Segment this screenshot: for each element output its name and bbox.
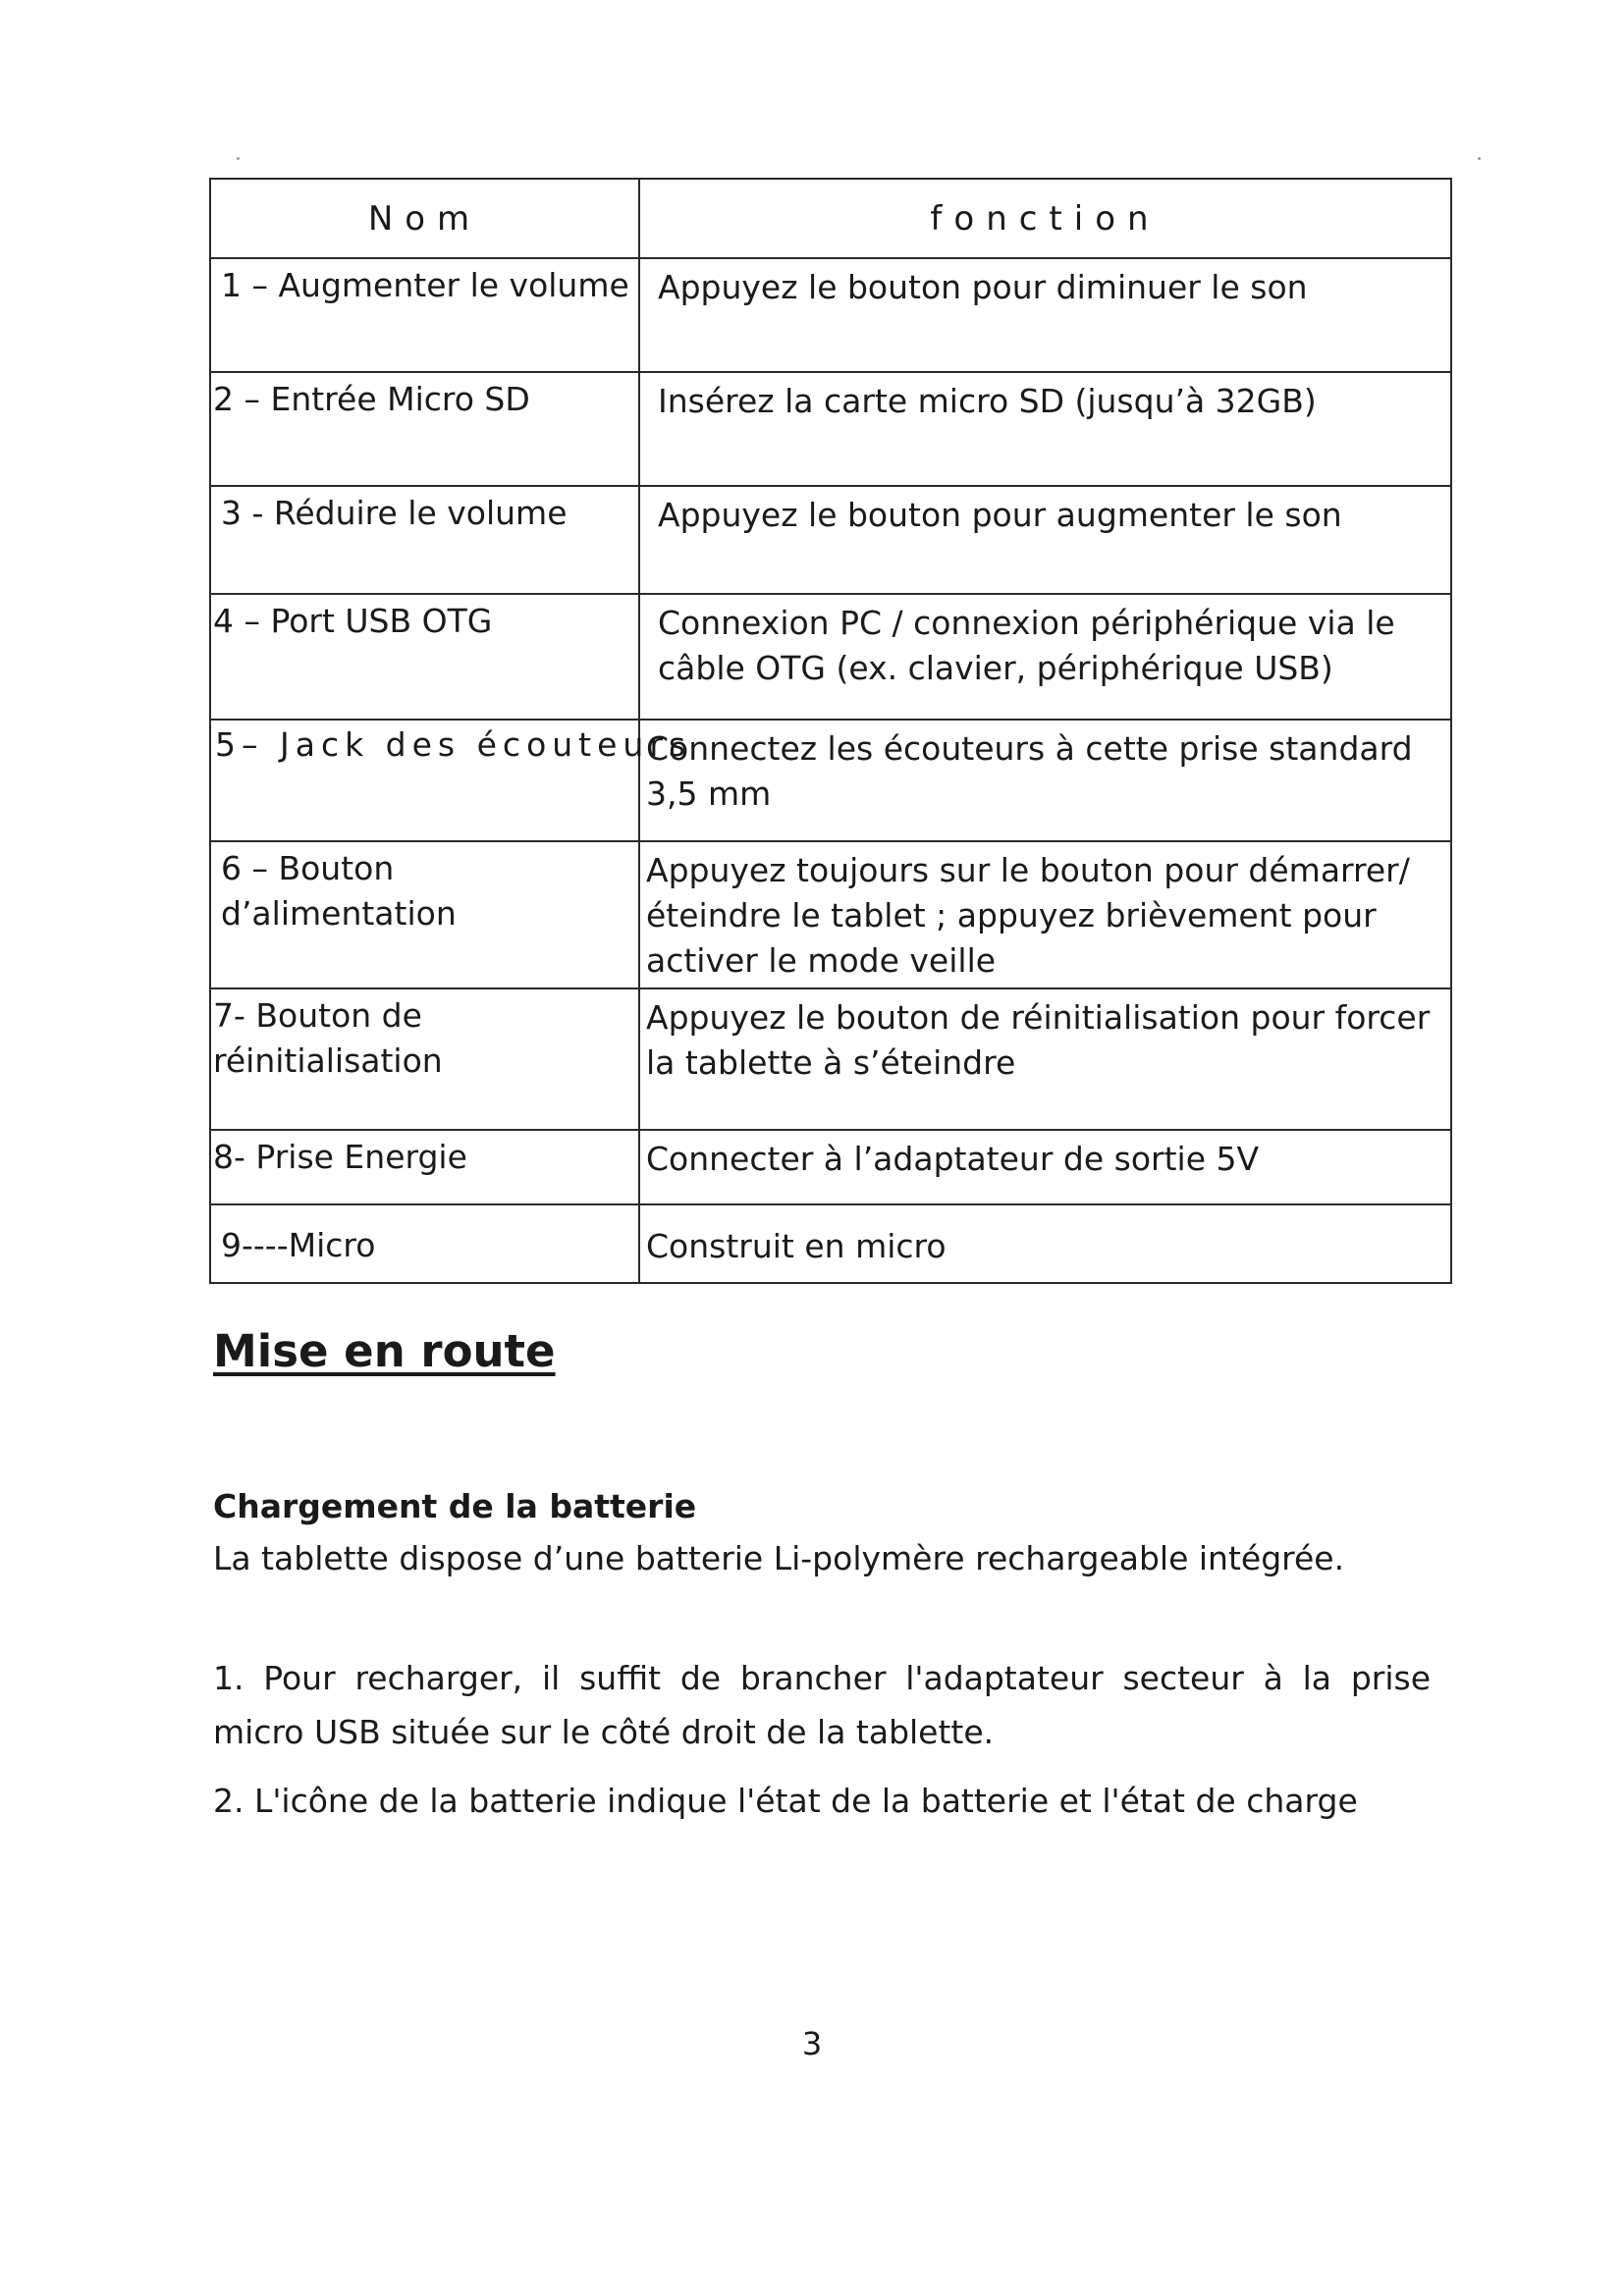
scan-speck xyxy=(237,157,240,160)
scan-speck xyxy=(1478,157,1481,160)
row-name: 1 – Augmenter le volume xyxy=(210,258,639,372)
row-name: 3 - Réduire le volume xyxy=(210,486,639,594)
page-number: 3 xyxy=(801,2025,823,2062)
table-row xyxy=(210,1204,1451,1283)
table-row xyxy=(210,486,1451,594)
row-function: Connecter à l’adaptateur de sortie 5V xyxy=(639,1130,1451,1204)
row-function: Appuyez le bouton pour diminuer le son xyxy=(639,258,1451,372)
row-function: Connectez les écouteurs à cette prise standard 3,5 mm xyxy=(639,720,1451,841)
row-name: 5– Jack des écouteurs xyxy=(210,720,639,841)
section-title: Mise en route xyxy=(213,1325,556,1377)
row-name: 7- Bouton de réinitialisation xyxy=(210,988,639,1130)
row-function: Appuyez toujours sur le bouton pour démarrer/éteindre le tablet ; appuyez brièvement pour activer le mode veille xyxy=(639,841,1451,988)
intro-paragraph: La tablette dispose d’une batterie Li-polymère rechargeable intégrée. xyxy=(213,1539,1345,1577)
row-function: Appuyez le bouton de réinitialisation pour forcer la tablette à s’éteindre xyxy=(639,988,1451,1130)
row-function: Connexion PC / connexion périphérique via le câble OTG (ex. clavier, périphérique USB) xyxy=(639,594,1451,720)
table-header-row xyxy=(210,179,1451,258)
table-row xyxy=(210,258,1451,372)
row-function: Construit en micro xyxy=(639,1204,1451,1283)
instruction-step: 1. Pour recharger, il suffit de brancher l'adaptateur secteur à la prise micro USB située sur le côté droit de la tablette. xyxy=(213,1659,1431,1751)
table-row xyxy=(210,988,1451,1130)
subsection-title: Chargement de la batterie xyxy=(213,1487,697,1525)
instruction-step: 2. L'icône de la batterie indique l'état de la batterie et l'état de charge xyxy=(213,1782,1358,1820)
row-name: 8- Prise Energie xyxy=(210,1130,639,1204)
table-row xyxy=(210,841,1451,988)
row-name: 6 – Bouton d’alimentation xyxy=(210,841,639,988)
table-row xyxy=(210,1130,1451,1204)
row-name: 4 – Port USB OTG xyxy=(210,594,639,720)
row-function: Appuyez le bouton pour augmenter le son xyxy=(639,486,1451,594)
header-function: fonction xyxy=(639,179,1451,258)
header-name: Nom xyxy=(210,179,639,258)
row-name: 9----Micro xyxy=(210,1204,639,1283)
row-name: 2 – Entrée Micro SD xyxy=(210,372,639,486)
row-function: Insérez la carte micro SD (jusqu’à 32GB) xyxy=(639,372,1451,486)
table-row xyxy=(210,720,1451,841)
table-row xyxy=(210,594,1451,720)
table-row xyxy=(210,372,1451,486)
component-function-table xyxy=(209,178,1452,1284)
